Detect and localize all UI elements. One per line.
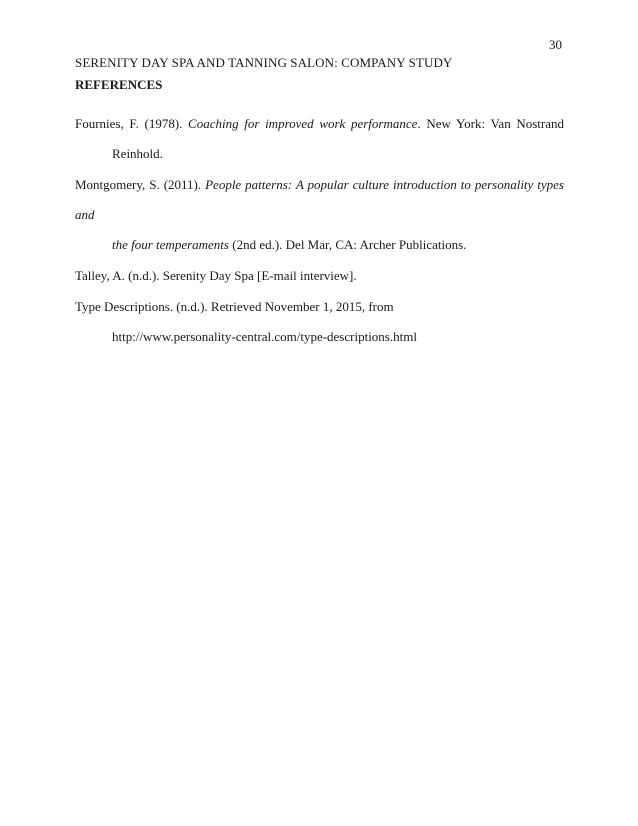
reference-title: People patterns: A popular culture introduction to personality types and	[75, 177, 564, 222]
reference-text: Montgomery, S. (2011).	[75, 177, 206, 192]
reference-title: Coaching for improved work performance	[188, 116, 418, 131]
reference-title: the four temperaments	[112, 237, 229, 252]
reference-url: http://www.personality-central.com/type-descriptions.html	[112, 329, 417, 344]
reference-text: Talley, A. (n.d.). Serenity Day Spa [E-mail interview].	[75, 268, 357, 283]
reference-line	[75, 261, 564, 291]
reference-line	[75, 170, 564, 230]
reference-text: Type Descriptions. (n.d.). Retrieved November 1, 2015, from	[75, 299, 394, 314]
page-number: 30	[549, 37, 562, 52]
reference-list	[75, 109, 564, 353]
reference-text: (2nd ed.). Del Mar, CA: Archer Publications.	[228, 237, 467, 252]
reference-text: Reinhold.	[112, 146, 163, 161]
running-head: SERENITY DAY SPA AND TANNING SALON: COMPANY STUDY	[75, 55, 453, 70]
reference-line	[75, 322, 564, 352]
reference-entry	[75, 109, 564, 169]
reference-entry	[75, 261, 564, 291]
reference-line	[75, 292, 564, 322]
reference-line	[75, 109, 564, 139]
reference-line	[75, 139, 564, 169]
reference-line	[75, 230, 564, 260]
section-heading: REFERENCES	[75, 77, 163, 92]
reference-entry	[75, 292, 564, 352]
reference-text: . New York: Van Nostrand	[417, 116, 564, 131]
reference-text: Fournies, F. (1978).	[75, 116, 189, 131]
reference-entry	[75, 170, 564, 260]
